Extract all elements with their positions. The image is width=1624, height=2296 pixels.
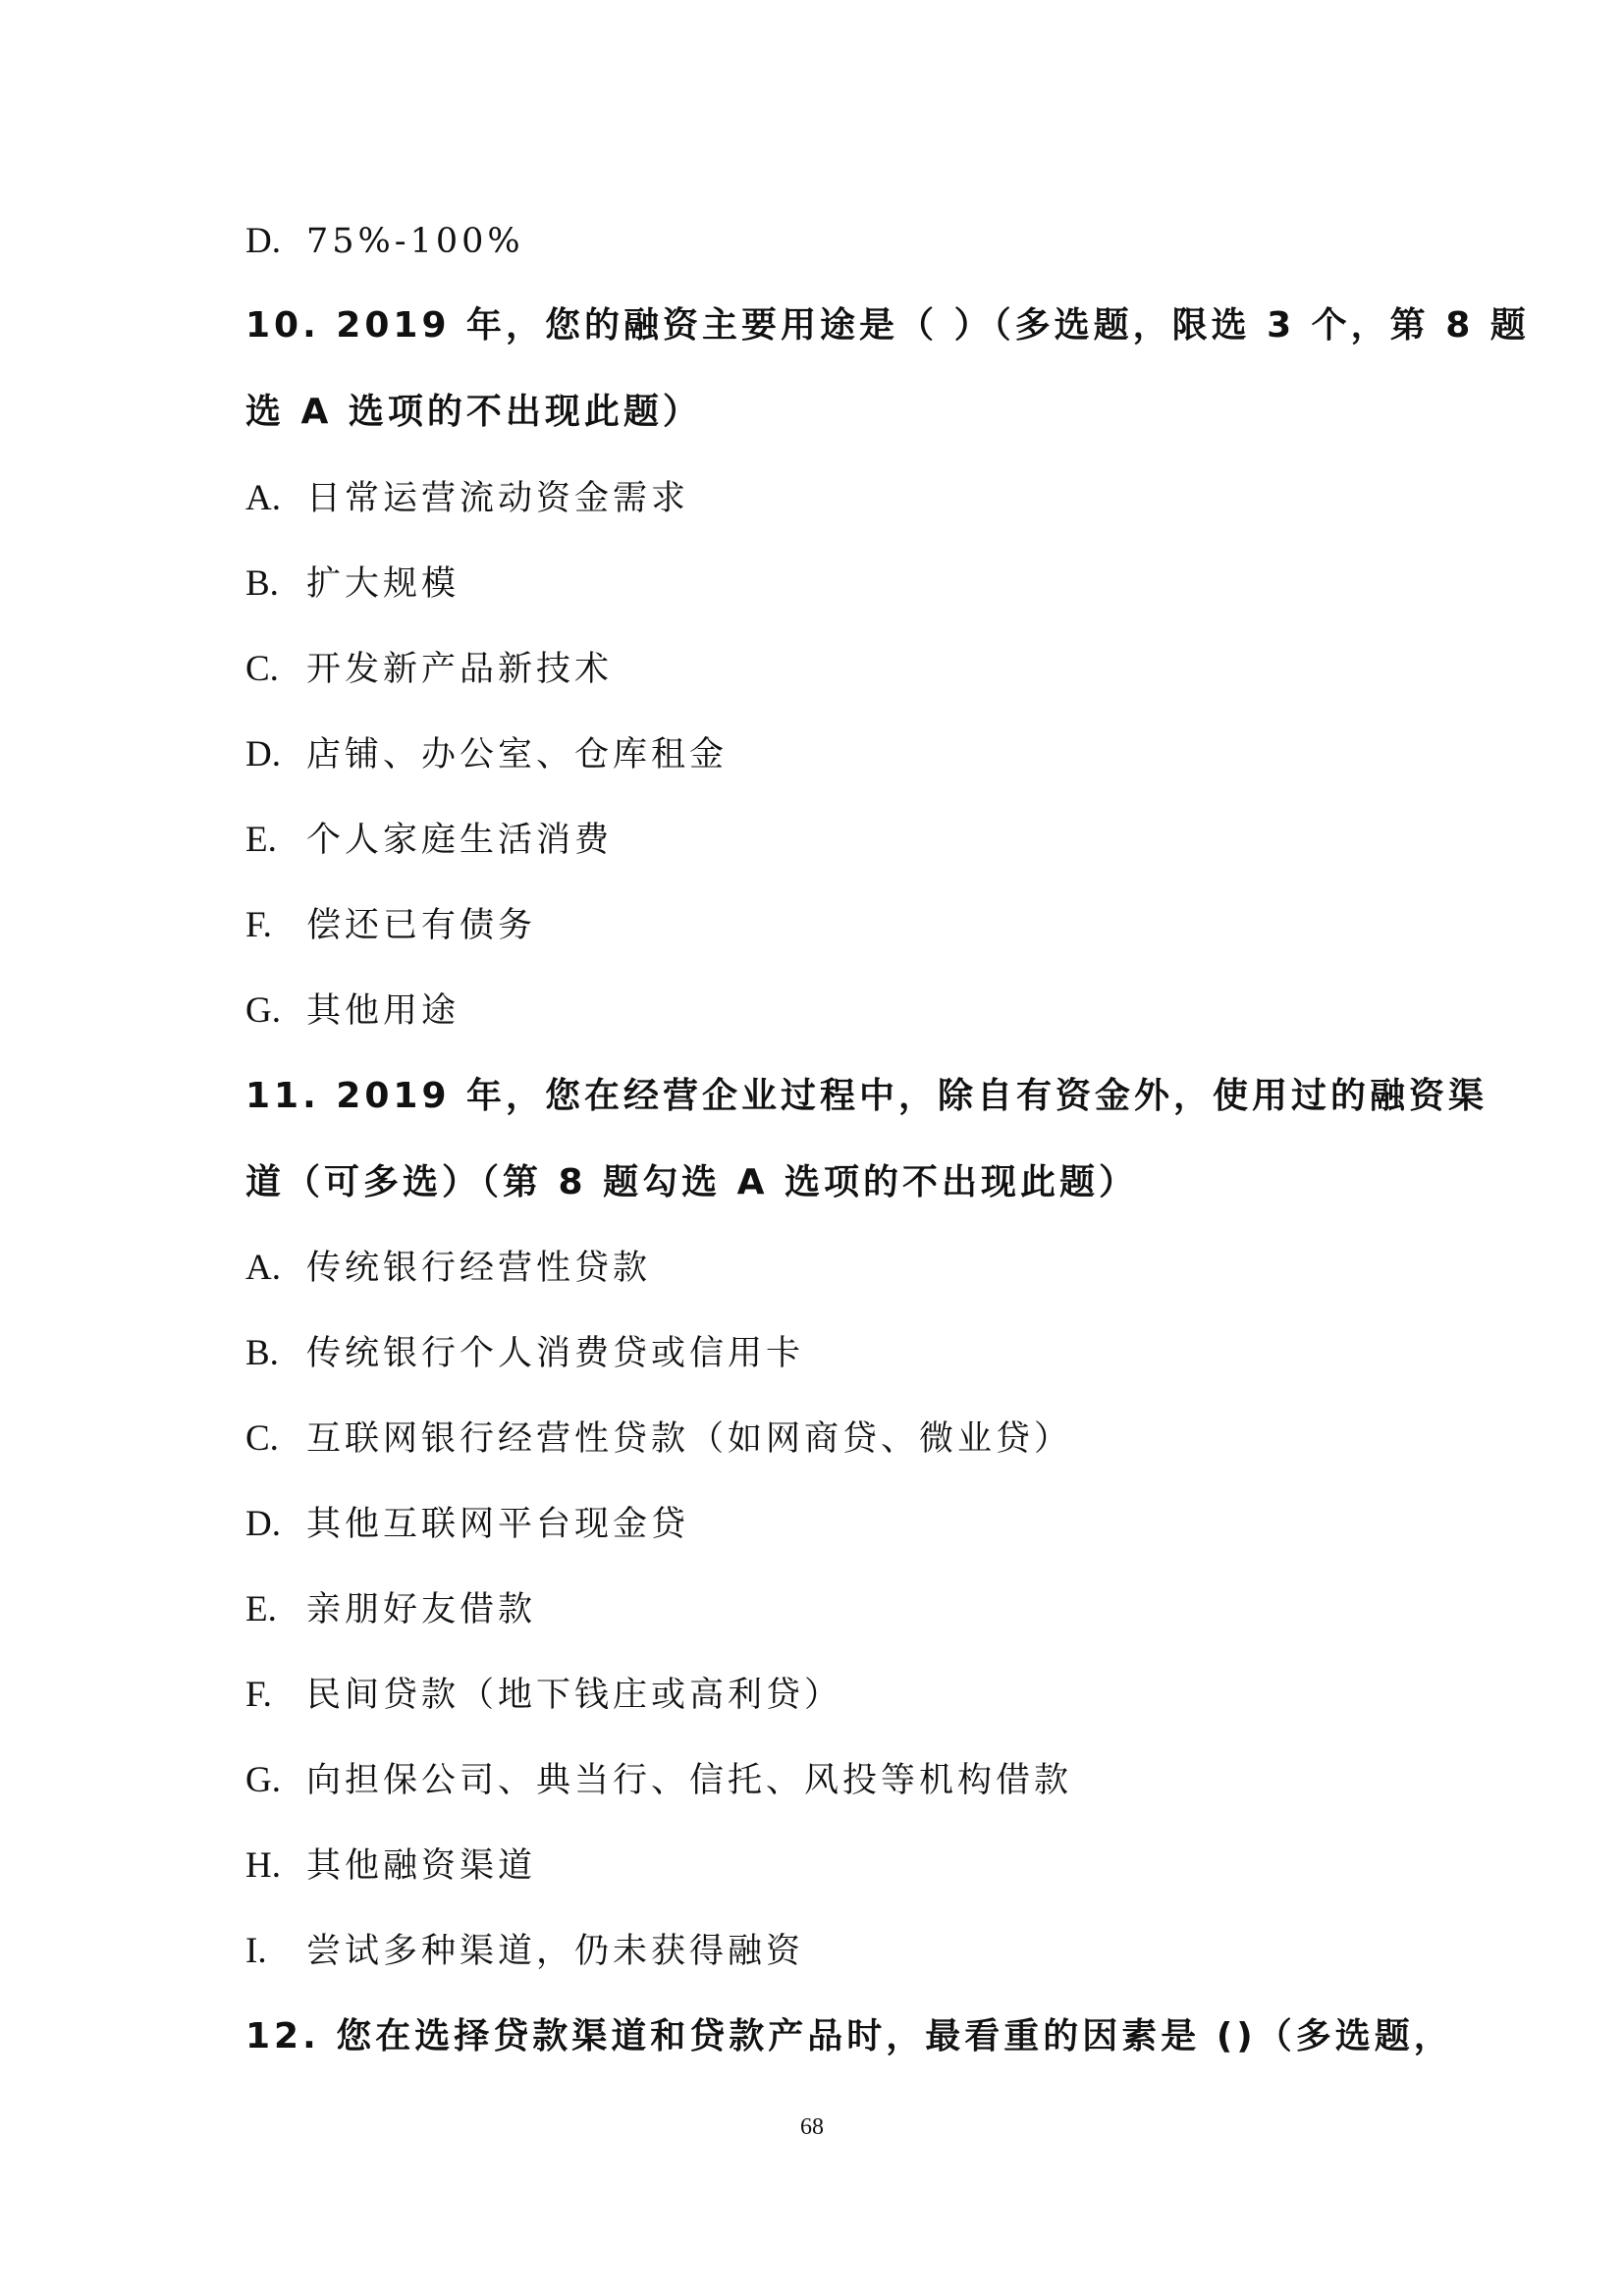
option-letter: D. bbox=[245, 734, 281, 774]
option-letter: F. bbox=[245, 905, 272, 945]
page-number: 68 bbox=[800, 2114, 824, 2140]
option-text: 亲朋好友借款 bbox=[306, 1590, 537, 1629]
option-q10-f bbox=[245, 904, 536, 947]
option-text: 75%-100% bbox=[306, 222, 524, 261]
option-text: 日常运营流动资金需求 bbox=[306, 479, 690, 518]
option-letter: I. bbox=[245, 1931, 267, 1971]
option-letter: F. bbox=[245, 1675, 272, 1715]
option-letter: E. bbox=[245, 1589, 277, 1629]
option-text: 尝试多种渠道，仍未获得融资 bbox=[306, 1932, 805, 1971]
option-text: 店铺、办公室、仓库租金 bbox=[306, 735, 729, 774]
option-letter: A. bbox=[245, 1248, 281, 1288]
question-11-line-2: 道（可多选）（第 8 题勾选 A 选项的不出现此题） bbox=[245, 1162, 1139, 1202]
option-q10-e bbox=[245, 819, 613, 862]
option-letter: B. bbox=[245, 1333, 279, 1373]
option-text: 其他互联网平台现金贷 bbox=[306, 1505, 690, 1544]
option-letter: C. bbox=[245, 649, 279, 689]
option-text: 扩大规模 bbox=[306, 564, 460, 604]
option-letter: H. bbox=[245, 1845, 281, 1886]
option-text: 互联网银行经营性贷款（如网商贷、微业贷） bbox=[306, 1419, 1073, 1459]
question-10-line-2: 选 A 选项的不出现此题） bbox=[245, 392, 702, 432]
option-text: 民间贷款（地下钱庄或高利贷） bbox=[306, 1676, 843, 1715]
option-letter: G. bbox=[245, 1760, 281, 1800]
option-q11-a bbox=[245, 1247, 651, 1290]
option-text: 其他用途 bbox=[306, 991, 460, 1031]
option-text: 开发新产品新技术 bbox=[306, 650, 614, 689]
option-q9-d bbox=[245, 220, 524, 263]
question-12-line-1: 12. 您在选择贷款渠道和贷款产品时，最看重的因素是 ()（多选题， bbox=[245, 2016, 1453, 2056]
option-q11-f bbox=[245, 1674, 842, 1717]
option-text: 向担保公司、典当行、信托、风投等机构借款 bbox=[306, 1761, 1073, 1800]
option-q10-g bbox=[245, 989, 460, 1033]
option-q11-g bbox=[245, 1759, 1072, 1802]
question-10-line-1: 10. 2019 年，您的融资主要用途是（ ）（多选题，限选 3 个，第 8 题 bbox=[245, 305, 1530, 346]
option-letter: D. bbox=[245, 1504, 281, 1544]
option-q10-b bbox=[245, 562, 460, 606]
option-text: 其他融资渠道 bbox=[306, 1846, 537, 1886]
option-q11-h bbox=[245, 1844, 536, 1888]
option-text: 偿还已有债务 bbox=[306, 906, 537, 945]
option-q11-e bbox=[245, 1588, 536, 1631]
option-q10-d bbox=[245, 733, 728, 776]
option-q11-b bbox=[245, 1332, 804, 1375]
option-text: 传统银行经营性贷款 bbox=[306, 1249, 652, 1288]
option-q11-c bbox=[245, 1417, 1072, 1461]
option-q11-d bbox=[245, 1503, 689, 1546]
option-q11-i bbox=[245, 1930, 804, 1973]
option-letter: A. bbox=[245, 478, 281, 518]
option-letter: E. bbox=[245, 820, 277, 860]
option-q10-c bbox=[245, 648, 613, 691]
option-letter: C. bbox=[245, 1418, 279, 1459]
option-letter: G. bbox=[245, 990, 281, 1031]
option-text: 传统银行个人消费贷或信用卡 bbox=[306, 1334, 805, 1373]
option-letter: D. bbox=[245, 221, 281, 261]
option-letter: B. bbox=[245, 563, 279, 604]
option-q10-a bbox=[245, 477, 689, 520]
option-text: 个人家庭生活消费 bbox=[306, 821, 614, 860]
question-11-line-1: 11. 2019 年，您在经营企业过程中，除自有资金外，使用过的融资渠 bbox=[245, 1076, 1489, 1116]
